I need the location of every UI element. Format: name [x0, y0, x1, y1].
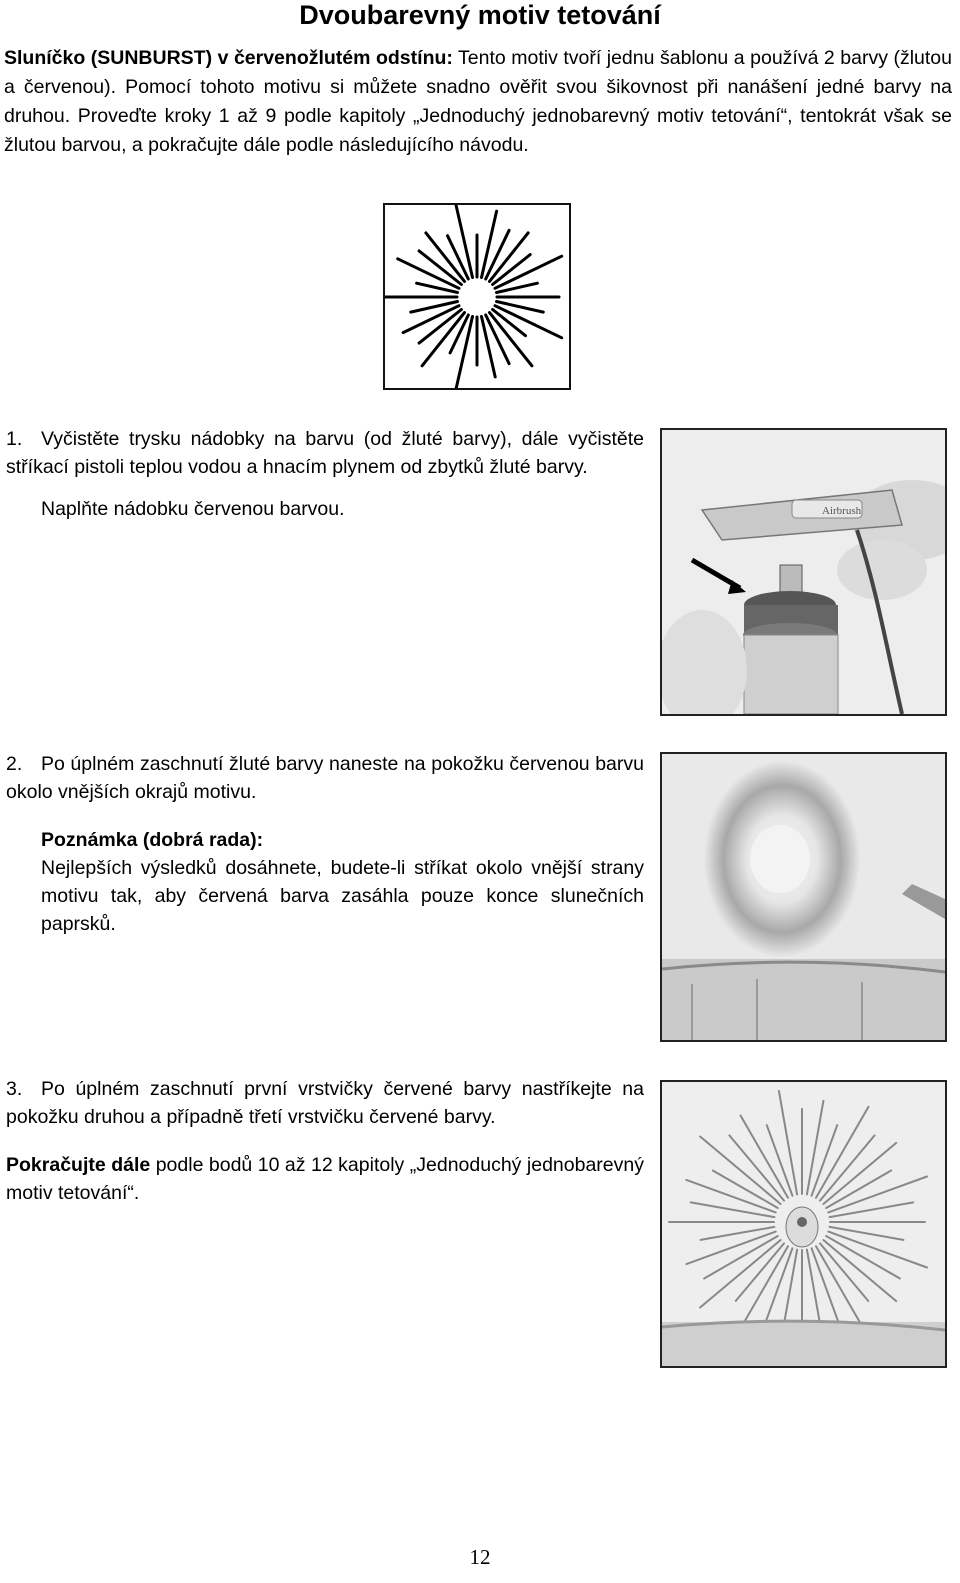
intro-text: Tento motiv tvoří jednu šablonu a používá 2 barvy (žlutou a červenou). Pomocí tohoto motivu si můžete snadno ověřit svou šikovnost při nanášení jedné barvy na druhou. Proveďte kroky 1 až 9 podle kapitoly „Jednoduchý jednobarevný motiv tetování“, tentokrát však se žlutou barvou, a pokračujte dále podle následujícího návodu.: [4, 47, 952, 156]
step-3-continue-bold: Pokračujte dále: [6, 1154, 151, 1176]
sunburst-stencil-image: [383, 203, 571, 390]
sunburst-ray: [482, 317, 496, 377]
intro-paragraph: [4, 44, 952, 160]
step-2: [6, 750, 644, 938]
step-3: [6, 1075, 644, 1207]
intro-lead: Sluníčko (SUNBURST) v červenožlutém odstínu:: [4, 47, 453, 69]
sunburst-ray: [482, 211, 497, 277]
step-1-extra: Naplňte nádobku červenou barvou.: [41, 498, 345, 520]
skin-photo-illustration: [662, 754, 945, 1040]
step-1-number: 1.: [6, 428, 23, 450]
step-2-number: 2.: [6, 753, 23, 775]
step-1: [6, 425, 644, 523]
step-3-continue-text: podle bodů 10 až 12 kapitoly „Jednoduchý jednobarevný motiv tetování“.: [6, 1154, 644, 1204]
skin-red-outline-photo: [660, 752, 947, 1042]
step-2-text: Po úplném zaschnutí žluté barvy naneste na pokožku červenou barvu okolo vnějších okrajů motivu.: [6, 753, 644, 803]
airbrush-bottle-photo: [660, 428, 947, 716]
finished-tattoo-illustration: [662, 1082, 945, 1366]
page-title: Dvoubarevný motiv tetování: [299, 0, 661, 30]
airbrush-label: Airbrush: [822, 505, 862, 517]
step-2-note-text: Nejlepších výsledků dosáhnete, budete-li stříkat okolo vnější strany motivu tak, aby červená barva zasáhla pouze konce slunečních paprsků.: [41, 857, 644, 935]
sunburst-icon: [385, 205, 569, 388]
sunburst-ray: [456, 317, 472, 389]
finished-sunburst-photo: [660, 1080, 947, 1368]
step-3-text: Po úplném zaschnutí první vrstvičky červené barvy nastříkejte na pokožku druhou a případně třetí vrstvičku červené barvy.: [6, 1078, 644, 1128]
page-number: 12: [469, 1545, 491, 1569]
step-2-note-title: Poznámka (dobrá rada):: [41, 829, 264, 851]
step-1-text: Vyčistěte trysku nádobky na barvu (od žluté barvy), dále vyčistěte stříkací pistoli teplou vodou a hnacím plynem od zbytků žluté barvy.: [6, 428, 644, 478]
sunburst-ray: [456, 205, 472, 277]
step-3-number: 3.: [6, 1078, 23, 1100]
airbrush-photo-illustration: [662, 430, 945, 714]
